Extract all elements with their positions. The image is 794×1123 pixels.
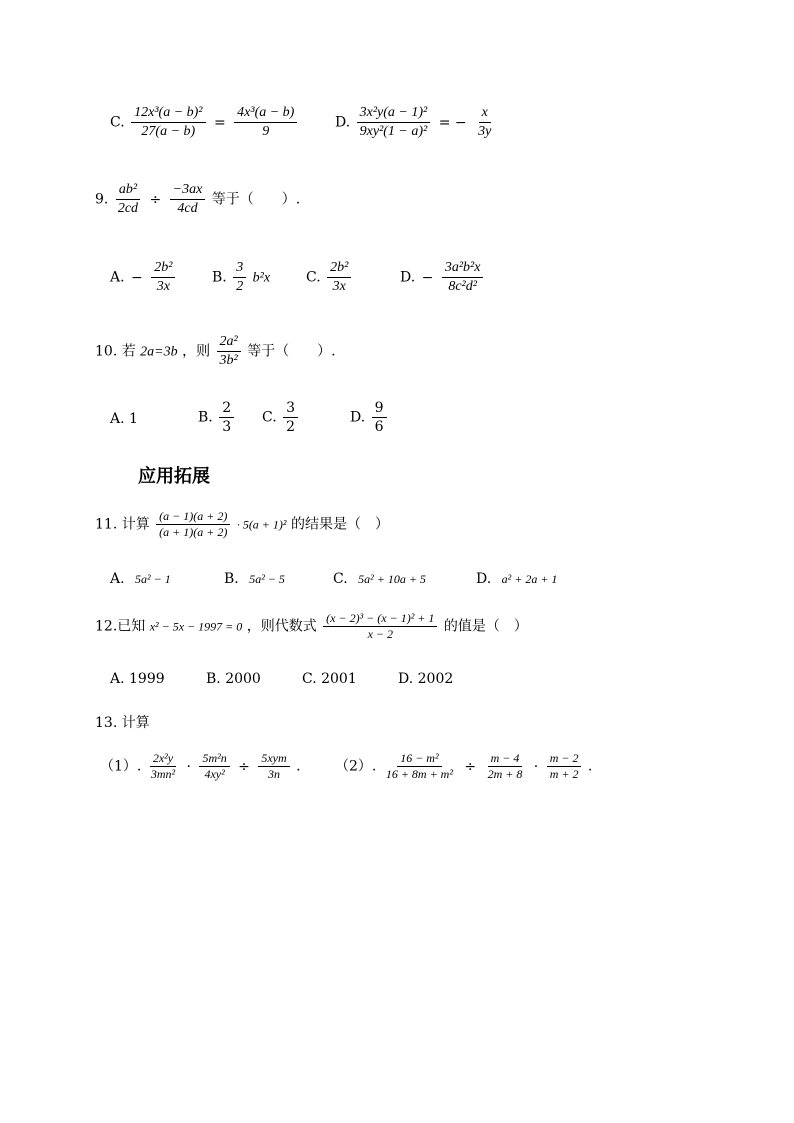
option-label: D. [476,571,492,587]
denominator: 3mn² [150,767,176,781]
denominator: 16 + 8m + m² [385,767,453,781]
q12-option-b: B. 2000 [206,671,261,687]
q10-stem [95,334,336,369]
q11-tail: 的结果是（ ） [290,516,389,533]
minus-sign: − [421,269,434,286]
option-label: D. [350,409,366,426]
q9-c-fraction [327,260,351,295]
q13-part-1 [100,752,301,781]
q8-c-rhs-fraction [234,105,297,140]
option-label: C. [306,269,321,286]
q12-condition: x² − 5x − 1997 = 0 [149,619,243,634]
q10-option-b [198,400,236,435]
denominator: 3 [222,419,232,435]
denominator: 3x [332,279,346,294]
period: . [296,758,301,775]
q10-mid: ，则 [182,343,211,360]
numerator: 9 [372,400,387,418]
option-label: C. [262,409,277,426]
q8-c-lhs-fraction [131,105,205,140]
denominator: 2m + 8 [487,767,523,781]
q8-option-d [335,105,496,140]
numerator: 16 − m² [397,752,441,767]
q8-d-rhs-fraction [475,105,494,140]
option-label: B. [212,269,227,286]
times-dot: · [533,758,539,775]
denominator: 6 [374,419,384,435]
q9-option-d [400,260,485,295]
denominator: 4xy² [204,767,225,781]
q8-d-label: D. [335,114,351,131]
q10-condition: 2a=3b [140,344,178,360]
q10-option-a [110,410,138,428]
denominator: 3n [268,767,280,781]
q12-tail: 的值是（ ） [443,618,528,635]
q11-option-a [110,570,171,588]
q10-prefix: 10. 若 [95,343,136,360]
q8-d-lhs-fraction [357,105,431,140]
q11-option-d [476,570,557,588]
q12-mid: ，则代数式 [246,618,317,635]
q10-option-d [350,400,389,435]
numerator: m − 4 [488,752,523,767]
numerator: ab² [116,182,140,200]
q11-fraction [156,510,230,539]
denominator: 2cd [117,201,139,216]
numerator: m − 2 [547,752,582,767]
q10-option-c [262,400,300,435]
numerator: (x − 2)³ − (x − 1)² + 1 [323,612,437,627]
denominator: 9 [262,124,270,139]
numerator: 3 [233,260,246,278]
q10-c-fraction [283,400,298,435]
q12-prefix: 12.已知 [95,618,146,635]
denominator: 27(a − b) [141,124,196,139]
denominator: 3b² [219,353,238,368]
numerator: 4x³(a − b) [234,105,297,123]
denominator: 2 [286,419,296,435]
q13-p1-fraction-1 [148,752,178,781]
q10-fraction [217,334,241,369]
divide-sign: ÷ [464,758,477,775]
q13-p2-fraction-1 [383,752,456,781]
option-text: A. 1 [110,411,138,427]
numerator: 2a² [217,334,241,352]
option-value: 5a² + 10a + 5 [358,572,426,586]
numerator: (a − 1)(a + 2) [156,510,230,525]
denominator: 4cd [177,201,198,216]
numerator: 2b² [151,260,175,278]
q9-a-fraction [151,260,175,295]
q9-tail: 等于（ ）. [211,191,301,208]
equals-sign: = [213,114,226,131]
option-label: B. [198,409,213,426]
numerator: 2x²y [150,752,176,767]
option-label: B. [224,571,239,587]
q11-multiplier: · 5(a + 1)² [236,517,287,532]
option-label: A. [110,571,125,587]
q13-p1-fraction-3 [258,752,289,781]
q12-option-a: A. 1999 [110,671,165,687]
q9-number: 9. [95,191,109,208]
denominator: m + 2 [549,767,579,781]
option-label: D. [400,269,416,286]
equals-minus: = − [438,114,467,131]
q9-stem [95,182,300,217]
numerator: 3x²y(a − 1)² [357,105,431,123]
numerator: 5m²n [199,752,229,767]
numerator: 3 [283,400,298,418]
q12-stem [95,612,528,641]
q10-d-fraction [372,400,387,435]
denominator: (a + 1)(a + 2) [159,525,228,539]
times-dot: · [186,758,191,775]
numerator: −3ax [170,182,206,200]
denominator: 9xy²(1 − a)² [359,124,428,139]
denominator: 2 [236,279,244,294]
q10-b-fraction [219,400,234,435]
q8-option-c [110,105,299,140]
numerator: 5xym [258,752,289,767]
q12-option-d: D. 2002 [398,671,454,687]
q13-p2-fraction-2 [485,752,526,781]
q12-option-c: C. 2001 [302,671,357,687]
denominator: 3y [478,124,492,139]
option-label: C. [333,571,348,587]
numerator: 12x³(a − b)² [131,105,205,123]
q13-p1-fraction-2 [199,752,229,781]
section-heading: 应用拓展 [138,466,210,487]
numerator: x [479,105,491,123]
q9-b-fraction [233,260,246,295]
q11-option-c [333,570,426,588]
option-label: A. [110,269,125,286]
option-value: 5a² − 1 [135,572,171,586]
denominator: 8c²d² [448,279,477,294]
part-label: （1）. [100,758,142,775]
part-label: （2）. [335,758,377,775]
numerator: 3a²b²x [442,260,484,278]
q13-part-2 [335,752,592,781]
q11-stem [95,510,389,539]
option-value: a² + 2a + 1 [501,572,558,586]
divide-sign: ÷ [238,758,250,775]
q9-option-a [110,260,177,295]
minus-sign: − [131,269,143,286]
q9-option-b [212,260,270,295]
term: b²x [252,270,271,286]
denominator: 3x [156,279,170,294]
q11-option-b [224,570,285,588]
q9-d-fraction [442,260,484,295]
q11-prefix: 11. 计算 [95,516,150,533]
q9-fraction-2 [170,182,206,217]
divide-sign: ÷ [149,191,162,208]
q13-p2-fraction-3 [547,752,582,781]
denominator: x − 2 [367,627,393,641]
q9-fraction-1 [115,182,141,217]
period: . [587,758,593,775]
q13-title: 13. 计算 [95,715,150,731]
q8-c-label: C. [110,114,125,131]
q10-tail: 等于（ ）. [247,343,336,360]
q9-option-c [306,260,353,295]
numerator: 2b² [327,260,351,278]
numerator: 2 [219,400,234,418]
q12-fraction [323,612,437,641]
option-value: 5a² − 5 [249,572,285,586]
